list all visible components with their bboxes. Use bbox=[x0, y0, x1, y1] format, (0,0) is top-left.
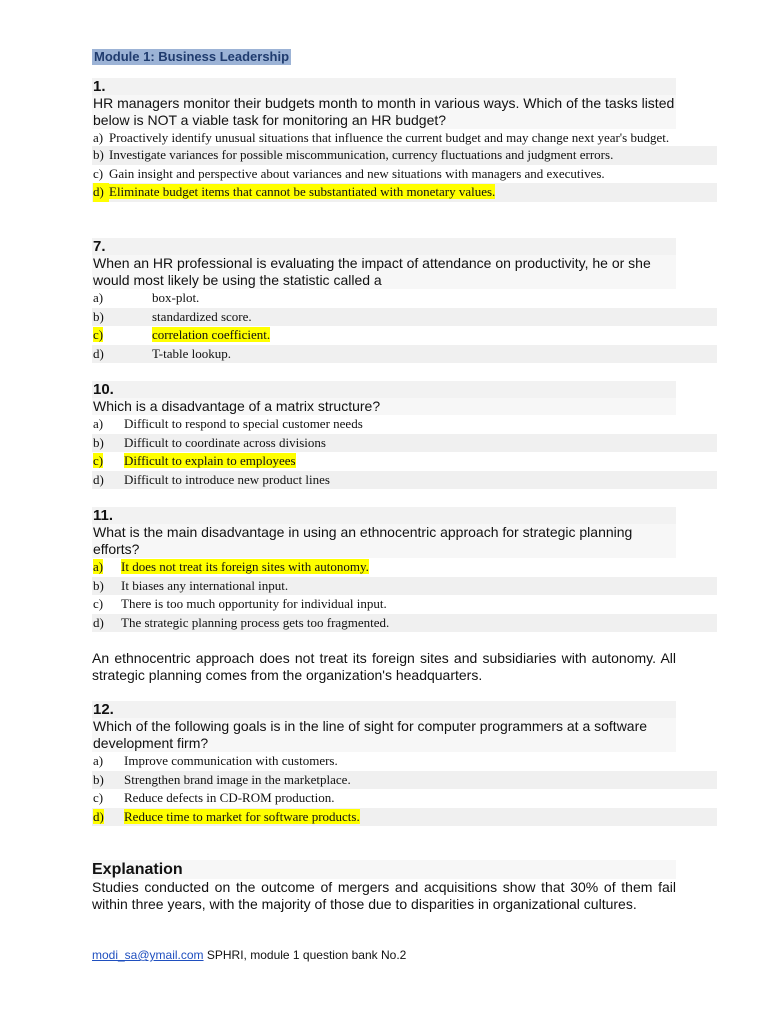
option-label: d) bbox=[93, 345, 104, 361]
option-a bbox=[92, 129, 717, 146]
question-1 bbox=[92, 78, 676, 202]
option-text: The strategic planning process gets too fragmented. bbox=[121, 614, 390, 630]
question-number: 10. bbox=[92, 381, 676, 398]
option-a-answer bbox=[92, 558, 717, 577]
option-text-highlighted: Eliminate budget items that cannot be substantiated with monetary values. bbox=[109, 184, 496, 199]
question-number: 1. bbox=[92, 78, 676, 95]
option-label: b) bbox=[93, 308, 104, 324]
option-d bbox=[92, 614, 717, 633]
option-text: T-table lookup. bbox=[152, 345, 231, 361]
option-a bbox=[92, 752, 717, 771]
option-label: a) bbox=[93, 559, 104, 574]
option-text: Investigate variances for possible miscommunication, currency fluctuations and judgment errors. bbox=[109, 147, 614, 162]
option-b bbox=[92, 577, 717, 596]
option-b bbox=[92, 771, 717, 790]
option-label: a) bbox=[93, 416, 104, 431]
option-d-answer bbox=[92, 183, 717, 202]
option-label: c) bbox=[93, 327, 104, 342]
footer-text: SPHRI, module 1 question bank No.2 bbox=[203, 948, 407, 962]
question-text: Which of the following goals is in the line of sight for computer programmers at a software development firm? bbox=[92, 718, 676, 752]
option-c-answer bbox=[92, 326, 717, 345]
footer-email-link[interactable]: modi_sa@ymail.com bbox=[92, 948, 204, 962]
option-label: b) bbox=[93, 147, 104, 162]
question-12 bbox=[92, 701, 676, 826]
option-text-highlighted: Reduce time to market for software products. bbox=[124, 808, 360, 824]
option-label: c) bbox=[93, 453, 104, 468]
option-label: a) bbox=[93, 753, 104, 768]
question-number: 12. bbox=[92, 701, 676, 718]
option-label: c) bbox=[93, 596, 104, 611]
option-label: b) bbox=[93, 577, 104, 593]
question-10 bbox=[92, 381, 676, 489]
question-text: When an HR professional is evaluating the impact of attendance on productivity, he or she would most likely be using the statistic called a bbox=[92, 255, 676, 289]
option-a bbox=[92, 289, 717, 308]
option-c-answer bbox=[92, 452, 717, 471]
question-7 bbox=[92, 238, 676, 363]
question-number: 11. bbox=[92, 507, 676, 524]
option-a bbox=[92, 415, 717, 434]
option-c bbox=[92, 595, 717, 614]
option-d bbox=[92, 345, 717, 364]
question-text: HR managers monitor their budgets month to month in various ways. Which of the tasks listed below is NOT a viable task for monitoring an HR budget? bbox=[93, 95, 675, 128]
question-11 bbox=[92, 507, 676, 632]
option-d bbox=[92, 471, 717, 490]
question-11-explanation bbox=[92, 650, 676, 684]
option-label: d) bbox=[93, 183, 109, 202]
question-number: 7. bbox=[92, 238, 676, 255]
option-b bbox=[92, 308, 717, 327]
option-text: Reduce defects in CD-ROM production. bbox=[124, 790, 335, 805]
option-text: Difficult to respond to special customer needs bbox=[124, 416, 363, 431]
option-text: There is too much opportunity for individual input. bbox=[121, 596, 387, 611]
option-label: d) bbox=[93, 614, 104, 630]
option-text: Proactively identify unusual situations that influence the current budget and may change next year's budget. bbox=[109, 130, 670, 145]
option-text: box-plot. bbox=[152, 290, 200, 305]
option-label: d) bbox=[93, 471, 104, 487]
option-c bbox=[92, 165, 717, 184]
explanation-section bbox=[92, 860, 676, 913]
footer bbox=[92, 948, 406, 962]
option-text: Gain insight and perspective about variances and new situations with managers and executives. bbox=[109, 165, 605, 181]
option-text: Difficult to introduce new product lines bbox=[124, 471, 330, 487]
option-label: d) bbox=[93, 808, 104, 824]
module-title: Module 1: Business Leadership bbox=[94, 49, 290, 64]
option-label: a) bbox=[93, 290, 104, 305]
explanation-text: Studies conducted on the outcome of mergers and acquisitions show that 30% of them fail within three years, with the majority of those due to disparities in organizational cultures. bbox=[92, 879, 676, 912]
option-text: standardized score. bbox=[152, 308, 252, 324]
question-text: Which is a disadvantage of a matrix structure? bbox=[92, 398, 676, 415]
option-text: It biases any international input. bbox=[121, 577, 289, 593]
option-text: Difficult to coordinate across divisions bbox=[124, 434, 326, 450]
option-text-highlighted: correlation coefficient. bbox=[152, 327, 271, 342]
explanation-heading: Explanation bbox=[92, 860, 676, 879]
option-label: c) bbox=[93, 790, 104, 805]
option-text: Strengthen brand image in the marketplace. bbox=[124, 771, 351, 787]
option-c bbox=[92, 789, 717, 808]
option-b bbox=[92, 146, 717, 165]
option-label: c) bbox=[93, 165, 104, 181]
option-text-highlighted: Difficult to explain to employees bbox=[124, 453, 296, 468]
question-text: What is the main disadvantage in using an ethnocentric approach for strategic planning efforts? bbox=[92, 524, 676, 558]
option-text: Improve communication with customers. bbox=[124, 753, 338, 768]
option-text-highlighted: It does not treat its foreign sites with autonomy. bbox=[121, 559, 369, 574]
option-d-answer bbox=[92, 808, 717, 827]
option-b bbox=[92, 434, 717, 453]
option-label: b) bbox=[93, 434, 104, 450]
option-label: b) bbox=[93, 771, 104, 787]
option-label: a) bbox=[93, 130, 104, 145]
explanation-paragraph: An ethnocentric approach does not treat its foreign sites and subsidiaries with autonomy. All strategic planning comes from the organization's headquarters. bbox=[92, 650, 676, 683]
